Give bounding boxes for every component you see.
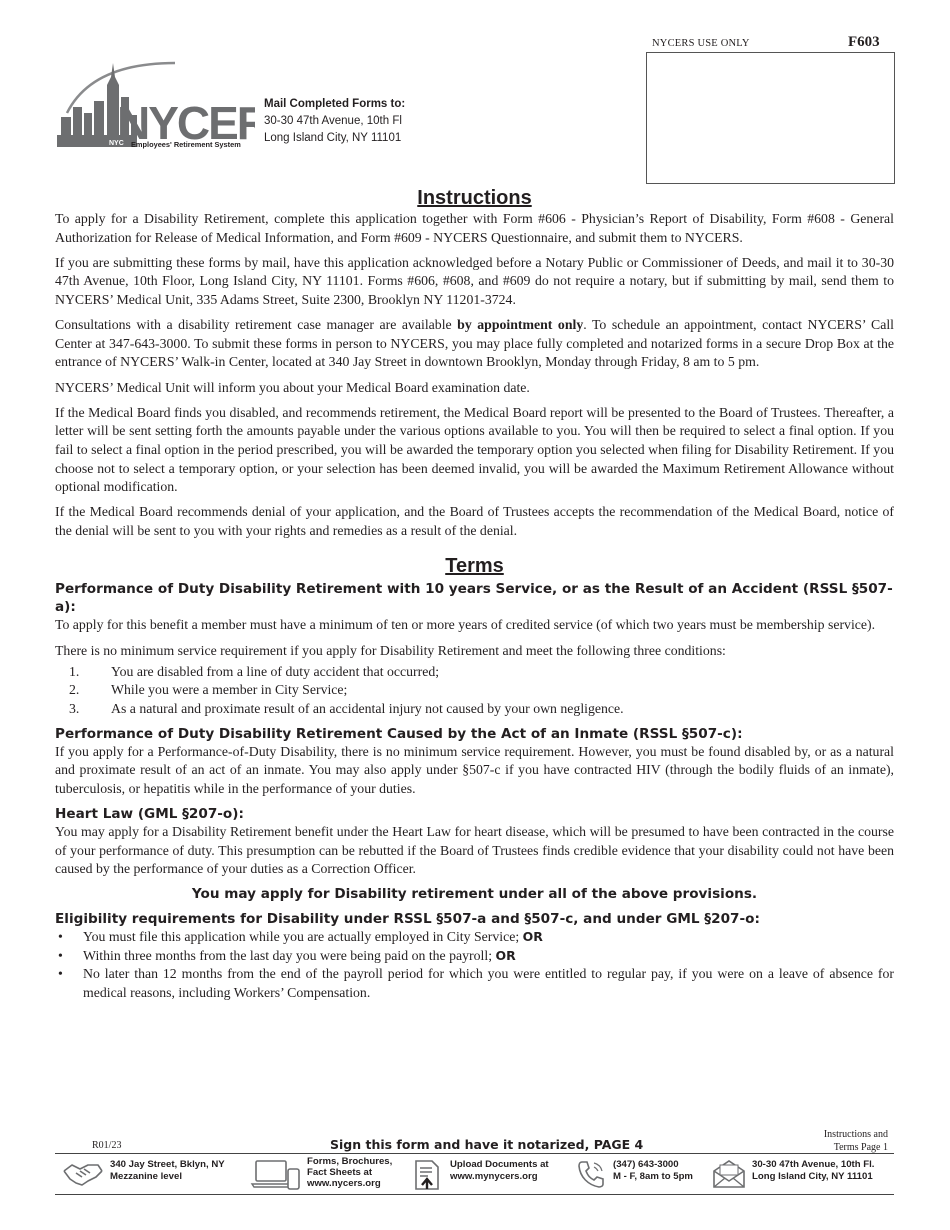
handshake-icon xyxy=(62,1159,104,1189)
bullet: • xyxy=(58,966,63,982)
text-run: Consultations with a disability retirement case manager are available xyxy=(55,317,458,333)
list-item xyxy=(55,947,894,966)
page-label-line: Instructions and xyxy=(823,1129,888,1140)
list-text: No later than 12 months from the end of the payroll period for which you were entitled to regular pay, if you were on a leave of absence for medical reasons, including Workers’ Compensation. xyxy=(83,966,894,1000)
footer-walkin xyxy=(62,1159,225,1191)
document-body xyxy=(55,186,894,1002)
footer-line: Fact Sheets at xyxy=(307,1167,373,1178)
logo-wordmark: NYCER xyxy=(117,97,255,149)
text-run: Within three months from the last day you were being paid on the payroll; xyxy=(83,947,496,963)
footer-line: M - F, 8am to 5pm xyxy=(613,1171,693,1182)
apply-all-note: You may apply for Disability retirement under all of the above provisions. xyxy=(191,886,758,903)
instructions-paragraph: If the Medical Board recommends denial of your application, and the Board of Trustees accepts the recommendation of the Medical Board, notice of the denial will be sent to you with your rights and remedies as a result of the denial. xyxy=(55,504,894,538)
list-item xyxy=(55,700,894,719)
footer-upload[interactable] xyxy=(412,1159,549,1191)
bullet: • xyxy=(58,928,63,944)
footer-text xyxy=(307,1156,392,1189)
instructions-paragraph xyxy=(55,316,894,372)
instructions-paragraph: To apply for a Disability Retirement, complete this application together with Form #606 - Physician’s Report of Disability, Form #608 - General Authorization for Release of Medical Information, and Form #609 - NYCERS Questionnaire, and submit them to NYCERS. xyxy=(55,211,894,245)
upload-icon xyxy=(412,1159,442,1191)
footer-mail xyxy=(712,1159,874,1191)
instructions-paragraph: If you are submitting these forms by mail, have this application acknowledged before a Notary Public or Commissioner of Deeds, and mail it to 30-30 47th Avenue, 10th Floor, Long Island City, NY 11101. Forms #606, #608, and #609 do not require a notary, but if submitting by mail, send them to NYCERS’ Medical Unit, 335 Adams Street, Suite 2300, Brooklyn NY 11201-3724. xyxy=(55,254,894,307)
footer-line: Long Island City, NY 11101 xyxy=(752,1171,873,1182)
revision-code: R01/23 xyxy=(92,1140,122,1151)
list-number: 2. xyxy=(69,682,80,698)
list-text xyxy=(83,928,543,947)
terms-paragraph: There is no minimum service requirement if you apply for Disability Retirement and meet the following three conditions: xyxy=(55,642,726,658)
section-heading: Eligibility requirements for Disability under RSSL §507-a and §507-c, and under GML §207-o: xyxy=(55,910,760,927)
phone-icon xyxy=(576,1159,606,1189)
footer-line[interactable]: www.mynycers.org xyxy=(450,1171,538,1182)
list-item xyxy=(55,663,894,682)
footer-line: Upload Documents at xyxy=(450,1159,549,1170)
form-number: F603 xyxy=(848,34,880,50)
footer-text xyxy=(613,1159,693,1183)
list-item xyxy=(55,928,894,947)
list-item xyxy=(55,681,894,700)
footer-phone[interactable] xyxy=(576,1159,693,1191)
page-label-line: Terms Page 1 xyxy=(833,1142,888,1153)
list-number: 3. xyxy=(69,701,80,717)
text-run: You must file this application while you are actually employed in City Service; xyxy=(83,928,523,944)
office-use-box xyxy=(646,52,895,184)
footer-text xyxy=(450,1159,549,1183)
sign-notarize-note: Sign this form and have it notarized, PAGE 4 xyxy=(330,1137,644,1152)
footer-text xyxy=(752,1159,874,1183)
footer-forms[interactable] xyxy=(250,1156,393,1191)
logo-subtitle: Employees' Retirement System xyxy=(131,140,241,149)
footer-line: 30-30 47th Avenue, 10th Fl. xyxy=(752,1159,875,1170)
mail-line-1: 30-30 47th Avenue, 10th Fl xyxy=(264,115,402,127)
footer-line: 340 Jay Street, Bklyn, NY xyxy=(110,1159,225,1170)
footer-line: Mezzanine level xyxy=(110,1171,182,1182)
terms-paragraph: If you apply for a Performance-of-Duty Disability, there is no minimum service requirement. However, you must be found disabled by, or as a natural and proximate result of an act of an inmate. You may also apply under §507-c if you have contracted HIV (through the bodily fluids of an inmate), tuberculosis, or hepatitis while in the performance of your duties. xyxy=(55,743,894,796)
conditions-list xyxy=(55,663,894,719)
nycers-logo xyxy=(55,55,255,150)
footer-text xyxy=(110,1159,225,1183)
terms-paragraph: To apply for this benefit a member must have a minimum of ten or more years of credited service (of which two years must be membership service). xyxy=(55,617,876,633)
eligibility-list xyxy=(55,928,894,1002)
footer-line: Forms, Brochures, xyxy=(307,1156,393,1167)
mail-line-2: Long Island City, NY 11101 xyxy=(264,132,402,144)
text-run: . To schedule an appointment, contact NYCERS’ Call Center at 347-643-3000. To submit these forms in person to NYCERS, you may place fully completed and notarized forms in a secure Drop Box at the entrance of NYCERS’ Walk-in Center, located at 340 Jay Street in downtown Brooklyn, Monday through Friday, 8 am to 5 pm. xyxy=(55,317,895,370)
bullet: • xyxy=(58,947,63,963)
footer-line[interactable]: (347) 643-3000 xyxy=(613,1159,679,1170)
mail-title: Mail Completed Forms to: xyxy=(264,98,406,110)
list-text: While you were a member in City Service; xyxy=(111,682,348,698)
devices-icon xyxy=(250,1159,302,1191)
section-heading: Performance of Duty Disability Retirement with 10 years Service, or as the Result of an Accident (RSSL §507-a): xyxy=(55,581,893,616)
or-label: OR xyxy=(522,928,543,944)
use-only-label: NYCERS USE ONLY xyxy=(652,38,750,49)
or-label: OR xyxy=(495,947,516,963)
footer-line[interactable]: www.nycers.org xyxy=(307,1178,381,1189)
list-text: You are disabled from a line of duty accident that occurred; xyxy=(111,663,440,679)
logo-nyc: NYC xyxy=(109,140,124,147)
instructions-paragraph: NYCERS’ Medical Unit will inform you about your Medical Board examination date. xyxy=(55,379,530,395)
mail-address-block xyxy=(264,96,405,147)
section-heading: Performance of Duty Disability Retirement Caused by the Act of an Inmate (RSSL §507-c): xyxy=(55,725,743,742)
instructions-title: Instructions xyxy=(417,187,532,209)
nycers-logo-icon xyxy=(55,55,255,150)
section-heading: Heart Law (GML §207-o): xyxy=(55,806,244,822)
list-text xyxy=(83,947,516,966)
page-label xyxy=(806,1128,888,1154)
instructions-paragraph: If the Medical Board finds you disabled, and recommends retirement, the Medical Board report will be presented to the Board of Trustees. Thereafter, a letter will be sent setting forth the amounts payable under the various options available to you. You will then be required to select a final option. If you fail to select a final option in the period prescribed, you will be awarded the temporary option you selected when filing for Disability Retirement. If you choose not to select a temporary option, or your selection has been deemed invalid, you will be awarded the Maximum Retirement Allowance without optional modification. xyxy=(55,404,894,495)
list-number: 1. xyxy=(69,663,80,679)
terms-paragraph: You may apply for a Disability Retirement benefit under the Heart Law for heart disease, which will be presumed to have been contracted in the course of your performance of duty. This presumption can be rebutted if the Board of Trustees finds credible evidence that your disability could not have been caused by the performance of your duties as a Correction Officer. xyxy=(55,824,894,877)
appointment-emphasis: by appointment only xyxy=(457,317,584,333)
terms-title: Terms xyxy=(445,555,504,578)
list-text: As a natural and proximate result of an accidental injury not caused by your own negligence. xyxy=(111,701,624,717)
list-item xyxy=(55,965,894,1002)
mail-icon xyxy=(712,1159,746,1189)
